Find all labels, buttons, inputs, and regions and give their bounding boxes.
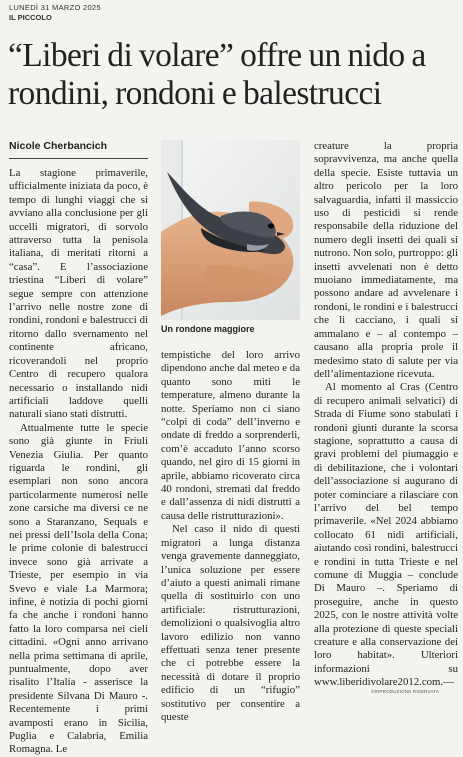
- author-divider: [9, 158, 148, 159]
- article-headline: “Liberi di volare” offre un nido a rondini, rondoni e balestrucci: [8, 37, 426, 112]
- paragraph: tempistiche del loro arrivo dipendono anche dal meteo e da quanto sono miti le temperature, almeno durante la notte. Speriamo non ci siano “colpi di coda” dell’inverno e ondate di freddo a sorprenderli, com’è accaduto l’anno scorso quando, nel giro di 15 giorni in aprile, abbiamo ricoverato circa 40 rondoni, stremati dal freddo e dall’assenza di nidi distrutti a causa delle ristrutturazioni».: [161, 349, 300, 522]
- publication-name: IL PICCOLO: [9, 13, 52, 22]
- issue-date: LUNEDÌ 31 MARZO 2025: [9, 3, 101, 12]
- swift-photo: [161, 140, 300, 320]
- swift-in-hand-image: [161, 140, 300, 320]
- paragraph: Attualmente tutte le specie sono già giunte in Friuli Venezia Giulia. Per quanto riguarda le rondini, gli esemplari non sono ancora particolarmente numerosi nelle zone carsiche ma diversi ce ne sono a Staranzano, Sequals e nei pressi dell’Isola della Cona; le prime colonie di balestrucci invece sono già arrivate a Trieste, per esempio in via Svevo e viale La Marmora; infine, è notizia di pochi giorni fa che anche i rondoni hanno fatto la loro comparsa nei cieli cittadini. «Ogni anno arrivano nella prima settimana di aprile, puntualmente, dopo aver risalito l’Italia - asserisce la presidente Silvana Di Mauro -. Recentemente i primi avamposti erano in Sicilia, Puglia e Calabria, Emilia Romagna. Le: [9, 421, 148, 756]
- text-column-3: [314, 140, 458, 697]
- paragraph: Al momento al Cras (Centro di recupero animali selvatici) di Strada di Fiume sono stabulati i rondoni giunti durante la scorsa stagione, soprattutto a causa di gravi problemi del piumaggio e di debilitazione, che i volontari dell’associazione si augurano di poter cominciare a rilasciare con l’arrivo del bel tempo primaverile. «Nel 2024 abbiamo collocato 61 nidi artificiali, aiutando così rondini, balestrucci e rondini in tutta Trieste e nel comune di Muggia – conclude Di Mauro –. Speriamo di proseguire, anche in questo 2025, con le nostre attività volte alla protezione di queste speciali creature e alla conservazione dei loro habitat». Ulteriori informazioni su www.liberidivolare2012.com.—: [314, 381, 458, 689]
- article-author: Nicole Cherbancich: [9, 140, 108, 152]
- paragraph: creature la propria sopravvivenza, ma anche quella della specie. Esiste tuttavia un altro pericolo per la loro salvaguardia, infatti il massiccio uso di pesticidi si rende responsabile della riduzione del numero degli insetti dei quali si nutrono. Non solo, purtroppo: gli insetti avvelenati non è detto muoiano immediatamente, ma possono andare ad avvelenare i rondoni, le rondini e i balestrucci che li cacciano, i quali si ammalano e – al contempo – causano alla propria prole il medesimo stato di salute per via dell’alimentazione ricevuta.: [314, 140, 458, 380]
- paragraph: La stagione primaverile, ufficialmente iniziata da poco, è tempo di lunghi viaggi che si avviano alla conclusione per gli uccelli migratori, di sorvolo attraverso tutta la penisola italiana, di meritati ritorni a “casa”. E l’associazione triestina “Liberi di volare” segue sempre con attenzione l’arrivo nelle nostre zone di rondini, rondoni e balestrucci di ritorno dallo svernamento nel continente africano, ricoverandoli nel proprio Centro di recupero qualora necessario o installando nidi artificiali laddove quelli naturali siano stati distrutti.: [9, 167, 148, 421]
- photo-caption: Un rondone maggiore: [161, 324, 255, 334]
- copyright-notice: ©RIPRODUZIONE RISERVATA: [371, 689, 440, 694]
- page-header: [9, 3, 101, 23]
- text-column-2: [161, 349, 300, 723]
- text-column-1: [9, 167, 148, 756]
- paragraph: Nel caso il nido di questi migratori a lunga distanza venga gravemente danneggiato, l’unica soluzione per essere d’aiuto a questi animali rimane quella di sostituirlo con uno artificiale: ristrutturazioni, demolizioni o qualsivoglia altro lavoro edilizio non vanno effettuati senza tener presente che ci potrebbe essere la necessità di dotare il proprio edificio di un “rifugio” sostitutivo per consentire a queste: [161, 523, 300, 723]
